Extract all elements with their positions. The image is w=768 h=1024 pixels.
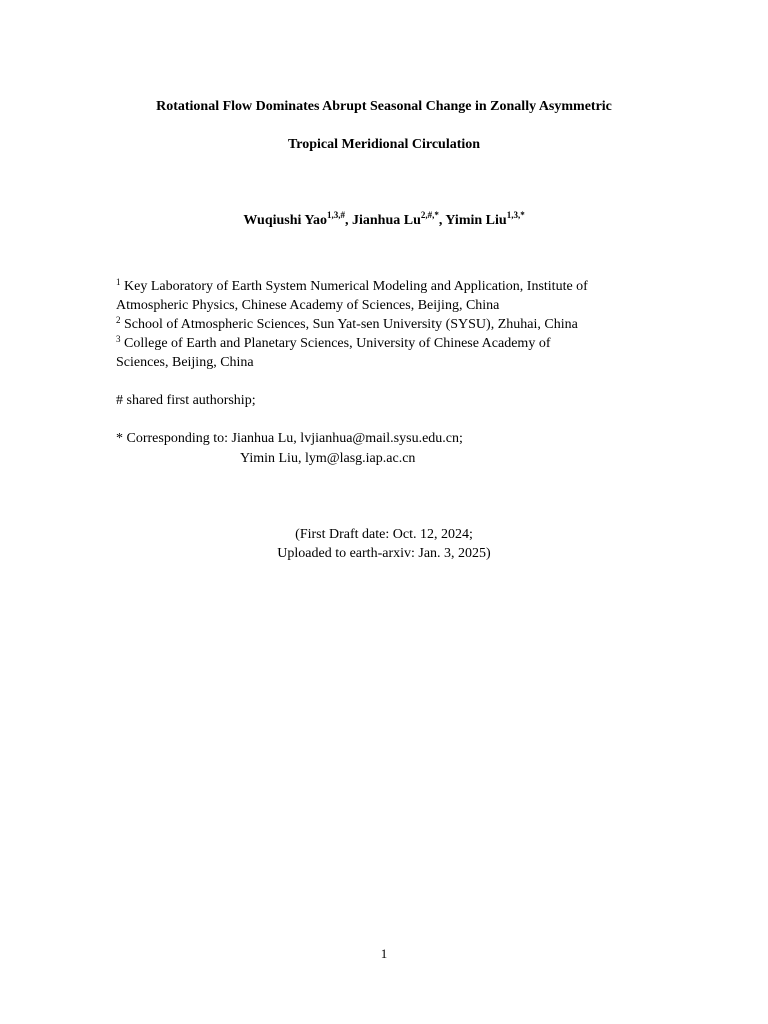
page-number: 1 — [380, 946, 388, 961]
affiliation-text: School of Atmospheric Sciences, Sun Yat-sen University (SYSU), Zhuhai, China — [124, 317, 578, 332]
affiliation-1-line-1 — [116, 277, 676, 296]
affiliation-marker: 2 — [116, 315, 121, 325]
affiliation-1-line-2: Atmospheric Physics, Chinese Academy of Sciences, Beijing, China — [116, 298, 500, 313]
author-affiliation-marks: 2,#,* — [420, 210, 439, 220]
affiliation-2 — [116, 315, 676, 334]
affiliation-text: Key Laboratory of Earth System Numerical Modeling and Application, Institute of — [124, 279, 588, 294]
shared-authorship-note: # shared first authorship; — [116, 393, 256, 408]
draft-date: (First Draft date: Oct. 12, 2024; — [295, 527, 473, 542]
author-affiliation-marks: 1,3,# — [326, 210, 345, 220]
author-name: Jianhua Lu — [351, 213, 421, 228]
author-separator: , — [344, 213, 352, 228]
affiliation-text: College of Earth and Planetary Sciences, University of Chinese Academy of — [124, 336, 551, 351]
affiliation-marker: 1 — [116, 277, 121, 287]
corresponding-author-line-1: * Corresponding to: Jianhua Lu, lvjianhua@mail.sysu.edu.cn; — [116, 431, 463, 446]
upload-date: Uploaded to earth-arxiv: Jan. 3, 2025) — [277, 546, 491, 561]
paper-title-line-2: Tropical Meridional Circulation — [287, 137, 481, 152]
author-separator: , — [438, 213, 446, 228]
author-affiliation-marks: 1,3,* — [506, 210, 525, 220]
affiliation-3-line-2: Sciences, Beijing, China — [116, 355, 254, 370]
paper-title-line-1: Rotational Flow Dominates Abrupt Seasonal Change in Zonally Asymmetric — [156, 99, 612, 114]
author-name: Wuqiushi Yao — [243, 213, 327, 228]
affiliation-3-line-1 — [116, 334, 676, 353]
corresponding-author-line-2: Yimin Liu, lym@lasg.iap.ac.cn — [240, 451, 416, 466]
author-list — [0, 212, 768, 230]
author-name: Yimin Liu — [445, 213, 507, 228]
affiliation-marker: 3 — [116, 334, 121, 344]
